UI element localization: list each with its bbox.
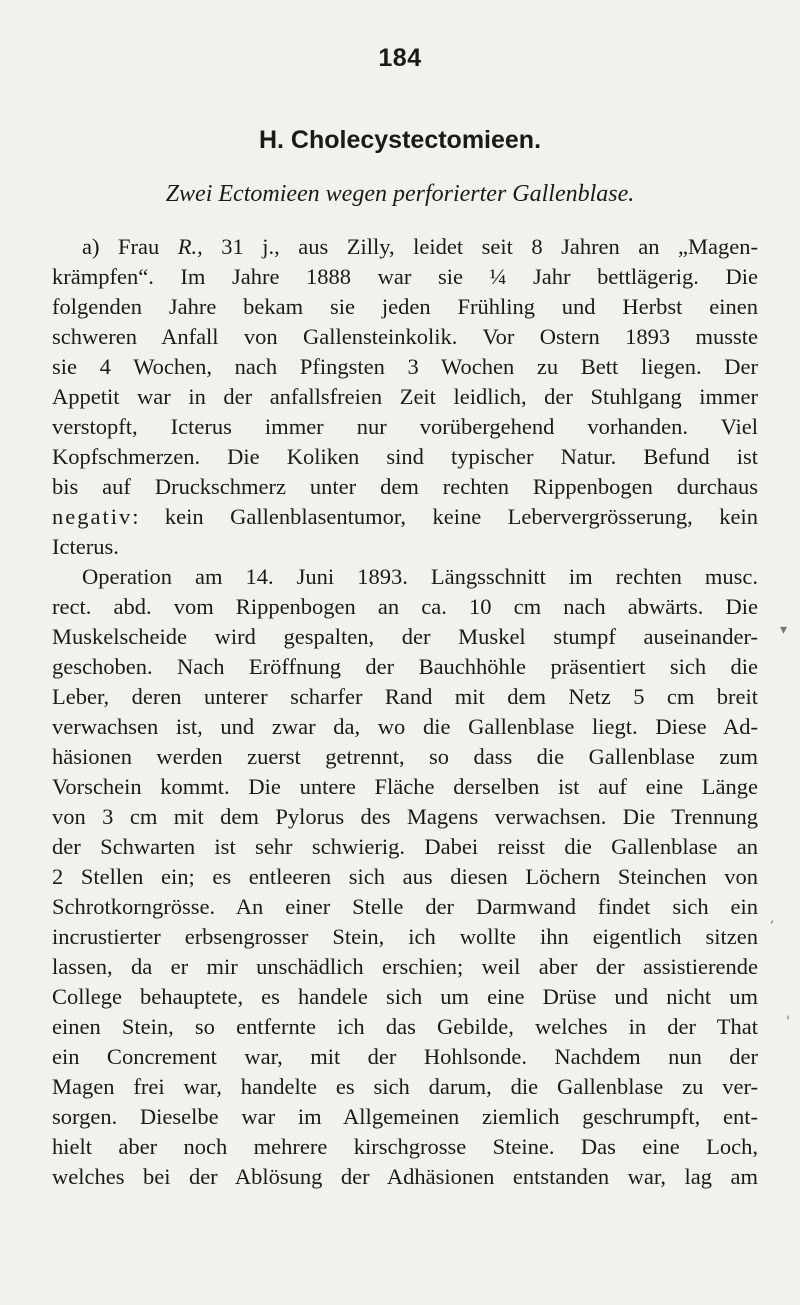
text-line: verwachsen ist, und zwar da, wo die Gallenblase liegt. Diese Ad-: [52, 714, 758, 739]
text-line: 2 Stellen ein; es entleeren sich aus diesen Löchern Steinchen von: [52, 864, 758, 889]
text-line: sie 4 Wochen, nach Pfingsten 3 Wochen zu Bett liegen. Der: [52, 354, 758, 379]
text-line: lassen, da er mir unschädlich erschien; weil aber der assistierende: [52, 954, 758, 979]
text-line: welches bei der Ablösung der Adhäsionen entstanden war, lag am: [52, 1164, 758, 1189]
text-line: Leber, deren unterer scharfer Rand mit dem Netz 5 cm breit: [52, 684, 758, 709]
text-line: der Schwarten ist sehr schwierig. Dabei reisst die Gallenblase an: [52, 834, 758, 859]
text-line: Vorschein kommt. Die untere Fläche derselben ist auf eine Länge: [52, 774, 758, 799]
section-title: H. Cholecystectomieen.: [258, 126, 542, 154]
text-line: negativ: kein Gallenblasentumor, keine Lebervergrösserung, kein: [52, 504, 758, 529]
text-line: College behauptete, es handele sich um eine Drüse und nicht um: [52, 984, 758, 1009]
text-line: einen Stein, so entfernte ich das Gebilde, welches in der That: [52, 1014, 758, 1039]
text-line: häsionen werden zuerst getrennt, so dass die Gallenblase zum: [52, 744, 758, 769]
scan-speck: ': [786, 1014, 790, 1030]
text-line: verstopft, Icterus immer nur vorübergehend vorhanden. Viel: [52, 414, 758, 439]
text-line: bis auf Druckschmerz unter dem rechten Rippenbogen durchaus: [52, 474, 758, 499]
text-line: Icterus.: [52, 534, 119, 559]
text-line: Operation am 14. Juni 1893. Längsschnitt im rechten musc.: [82, 564, 758, 589]
text-line: Schrotkorngrösse. An einer Stelle der Darmwand findet sich ein: [52, 894, 758, 919]
text-line: a) Frau R., 31 j., aus Zilly, leidet seit 8 Jahren an „Magen-: [82, 234, 758, 259]
text-line: Appetit war in der anfallsfreien Zeit leidlich, der Stuhlgang immer: [52, 384, 758, 409]
text-line: von 3 cm mit dem Pylorus des Magens verwachsen. Die Trennung: [52, 804, 758, 829]
text-line: schweren Anfall von Gallensteinkolik. Vor Ostern 1893 musste: [52, 324, 758, 349]
page-number: 184: [378, 44, 422, 72]
text-line: hielt aber noch mehrere kirschgrosse Steine. Das eine Loch,: [52, 1134, 758, 1159]
text-line: folgenden Jahre bekam sie jeden Frühling und Herbst einen: [52, 294, 758, 319]
scan-speck: ▾: [780, 622, 788, 638]
scan-speck: ,: [770, 910, 775, 926]
text-line: incrustierter erbsengrosser Stein, ich wollte ihn eigentlich sitzen: [52, 924, 758, 949]
text-line: sorgen. Dieselbe war im Allgemeinen ziemlich geschrumpft, ent-: [52, 1104, 758, 1129]
text-line: Magen frei war, handelte es sich darum, die Gallenblase zu ver-: [52, 1074, 758, 1099]
text-line: Muskelscheide wird gespalten, der Muskel stumpf auseinander-: [52, 624, 758, 649]
text-line: rect. abd. vom Rippenbogen an ca. 10 cm nach abwärts. Die: [52, 594, 758, 619]
text-line: krämpfen“. Im Jahre 1888 war sie ¼ Jahr bettlägerig. Die: [52, 264, 758, 289]
text-line: geschoben. Nach Eröffnung der Bauchhöhle präsentiert sich die: [52, 654, 758, 679]
text-line: Kopfschmerzen. Die Koliken sind typischer Natur. Befund ist: [52, 444, 758, 469]
text-line: ein Concrement war, mit der Hohlsonde. Nachdem nun der: [52, 1044, 758, 1069]
section-subtitle: Zwei Ectomieen wegen perforierter Gallenblase.: [165, 181, 635, 207]
